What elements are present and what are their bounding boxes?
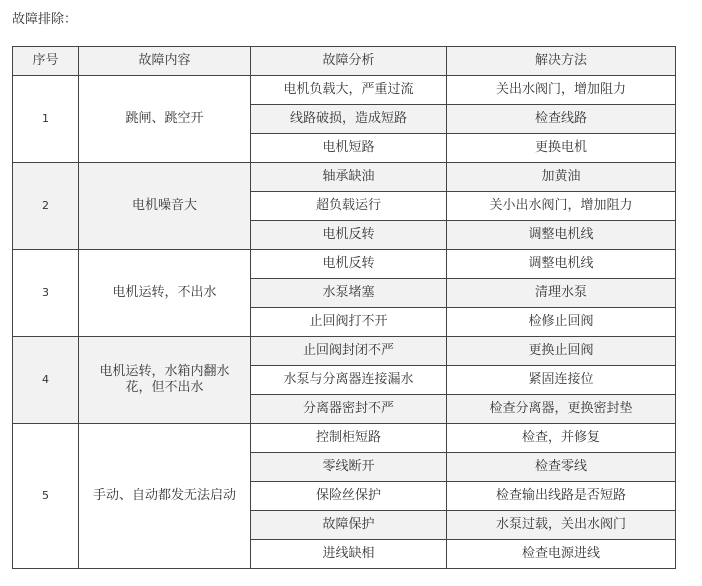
fault-solution: 加黄油 [447,163,676,192]
fault-symptom: 跳闸、跳空开 [79,76,251,163]
row-number: 2 [13,163,79,250]
fault-solution: 检查分离器，更换密封垫 [447,395,676,424]
fault-analysis: 零线断开 [251,453,447,482]
fault-analysis: 电机负载大，严重过流 [251,76,447,105]
fault-symptom: 手动、自动都发无法启动 [79,424,251,569]
fault-solution: 调整电机线 [447,250,676,279]
fault-analysis: 线路破损，造成短路 [251,105,447,134]
fault-table [12,46,676,569]
table-row [13,76,676,105]
fault-analysis: 电机反转 [251,250,447,279]
fault-analysis: 分离器密封不严 [251,395,447,424]
row-number: 4 [13,337,79,424]
fault-analysis: 控制柜短路 [251,424,447,453]
table-row [13,424,676,453]
column-header-solution: 解决方法 [447,47,676,76]
fault-analysis: 水泵与分离器连接漏水 [251,366,447,395]
fault-analysis: 保险丝保护 [251,482,447,511]
fault-analysis: 超负载运行 [251,192,447,221]
fault-solution: 关小出水阀门，增加阻力 [447,192,676,221]
fault-symptom: 电机噪音大 [79,163,251,250]
fault-symptom: 电机运转，不出水 [79,250,251,337]
fault-solution: 更换电机 [447,134,676,163]
fault-solution: 更换止回阀 [447,337,676,366]
fault-analysis: 电机短路 [251,134,447,163]
fault-analysis: 电机反转 [251,221,447,250]
fault-solution: 检修止回阀 [447,308,676,337]
fault-solution: 水泵过载，关出水阀门 [447,511,676,540]
fault-analysis: 止回阀封闭不严 [251,337,447,366]
fault-solution: 检查零线 [447,453,676,482]
column-header-analysis: 故障分析 [251,47,447,76]
fault-analysis: 进线缺相 [251,540,447,569]
row-number: 3 [13,250,79,337]
column-header-no: 序号 [13,47,79,76]
fault-symptom: 电机运转，水箱内翻水花，但不出水 [79,337,251,424]
row-number: 5 [13,424,79,569]
fault-solution: 检查线路 [447,105,676,134]
fault-solution: 检查输出线路是否短路 [447,482,676,511]
fault-solution: 关出水阀门，增加阻力 [447,76,676,105]
fault-analysis: 水泵堵塞 [251,279,447,308]
table-header-row [13,47,676,76]
fault-solution: 紧固连接位 [447,366,676,395]
fault-solution: 调整电机线 [447,221,676,250]
table-row [13,163,676,192]
fault-solution: 清理水泵 [447,279,676,308]
table-row [13,337,676,366]
row-number: 1 [13,76,79,163]
fault-solution: 检查电源进线 [447,540,676,569]
section-heading: 故障排除： [12,12,78,27]
fault-analysis: 轴承缺油 [251,163,447,192]
table-row [13,250,676,279]
column-header-symptom: 故障内容 [79,47,251,76]
fault-analysis: 故障保护 [251,511,447,540]
fault-analysis: 止回阀打不开 [251,308,447,337]
fault-solution: 检查，并修复 [447,424,676,453]
